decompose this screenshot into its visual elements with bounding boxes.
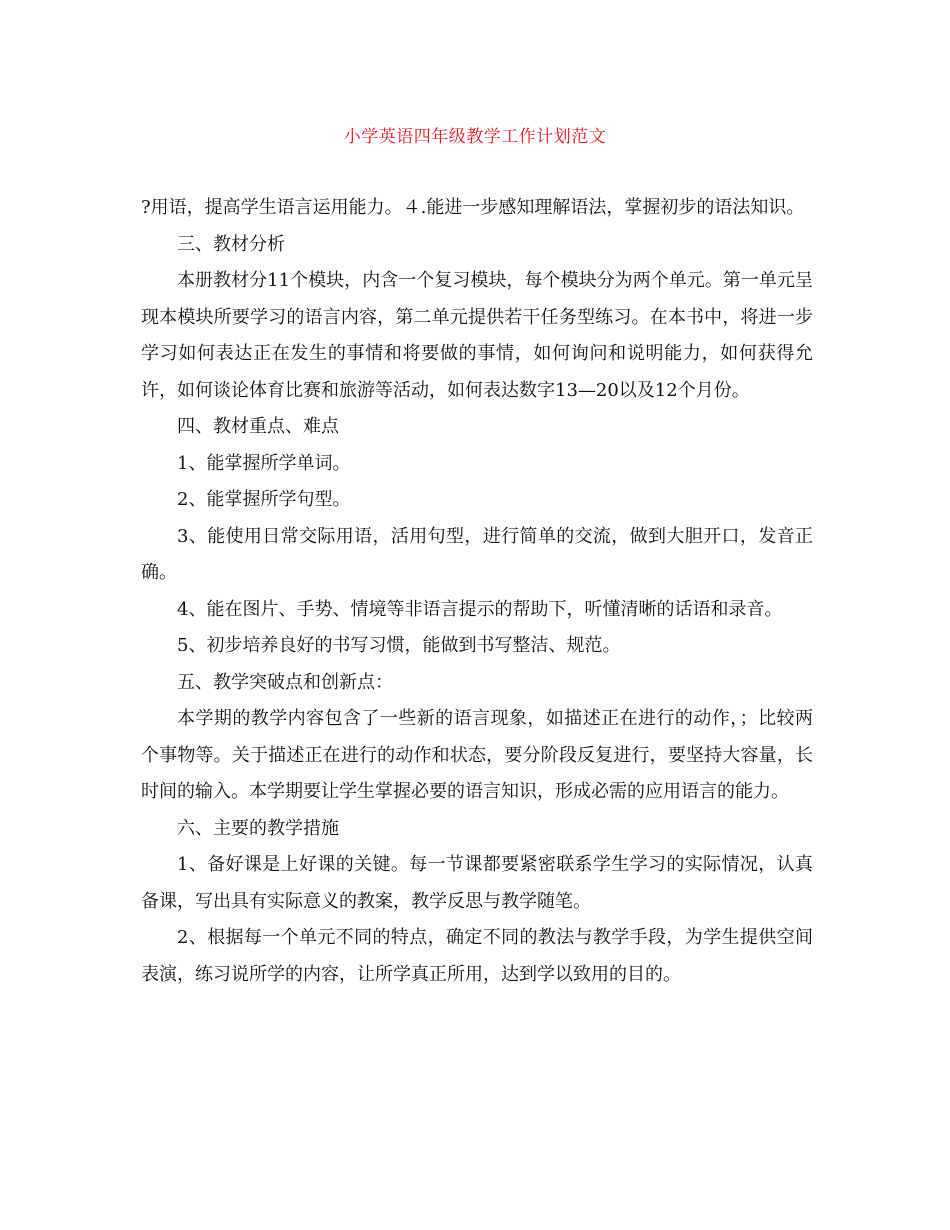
list-item-key-point-2: 2、能掌握所学句型。	[177, 489, 351, 510]
section-heading-key-points: 四、教材重点、难点	[177, 416, 339, 437]
section-heading-measures: 六、主要的教学措施	[177, 817, 339, 839]
document-title: 小学英语四年级教学工作计划范文	[343, 127, 607, 147]
list-item-key-point-3: 3、能使用日常交际用语，活用句型，进行简单的交流，做到大胆开口，发音正确。	[141, 525, 813, 583]
document-body	[141, 190, 813, 993]
paragraph-breakthrough: 本学期的教学内容包含了一些新的语言现象，如描述正在进行的动作，；比较两个事物等。关于描述正在进行的动作和状态，要分阶段反复进行，要坚持大容量，长时间的输入。本学期要让学生掌握必要的语言知识，形成必需的应用语言的能力。	[141, 708, 813, 802]
list-item-key-point-1: 1、能掌握所学单词。	[177, 452, 351, 474]
section-heading-breakthrough: 五、教学突破点和创新点：	[177, 671, 393, 693]
list-item-measure-1: 1、备好课是上好课的关键。每一节课都要紧密联系学生学习的实际情况，认真备课，写出具有实际意义的教案，教学反思与教学随笔。	[141, 854, 813, 912]
paragraph-textbook-analysis: 本册教材分11个模块，内含一个复习模块，每个模块分为两个单元。第一单元呈现本模块所要学习的语言内容，第二单元提供若干任务型练习。在本书中，将进一步学习如何表达正在发生的事情和将要做的事情，如何询问和说明能力，如何获得允许，如何谈论体育比赛和旅游等活动，如何表达数字13—20以及12个月份。	[141, 270, 813, 401]
list-item-key-point-4: 4、能在图片、手势、情境等非语言提示的帮助下，听懂清晰的话语和录音。	[177, 598, 783, 620]
list-item-measure-2: 2、根据每一个单元不同的特点，确定不同的教法与教学手段，为学生提供空间表演，练习说所学的内容，让所学真正所用，达到学以致用的目的。	[141, 927, 813, 985]
list-item-key-point-5: 5、初步培养良好的书写习惯，能做到书写整洁、规范。	[177, 635, 621, 656]
paragraph-continuation: ?用语，提高学生语言运用能力。４.能进一步感知理解语法，掌握初步的语法知识。	[141, 197, 805, 218]
section-heading-textbook-analysis: 三、教材分析	[177, 233, 285, 255]
